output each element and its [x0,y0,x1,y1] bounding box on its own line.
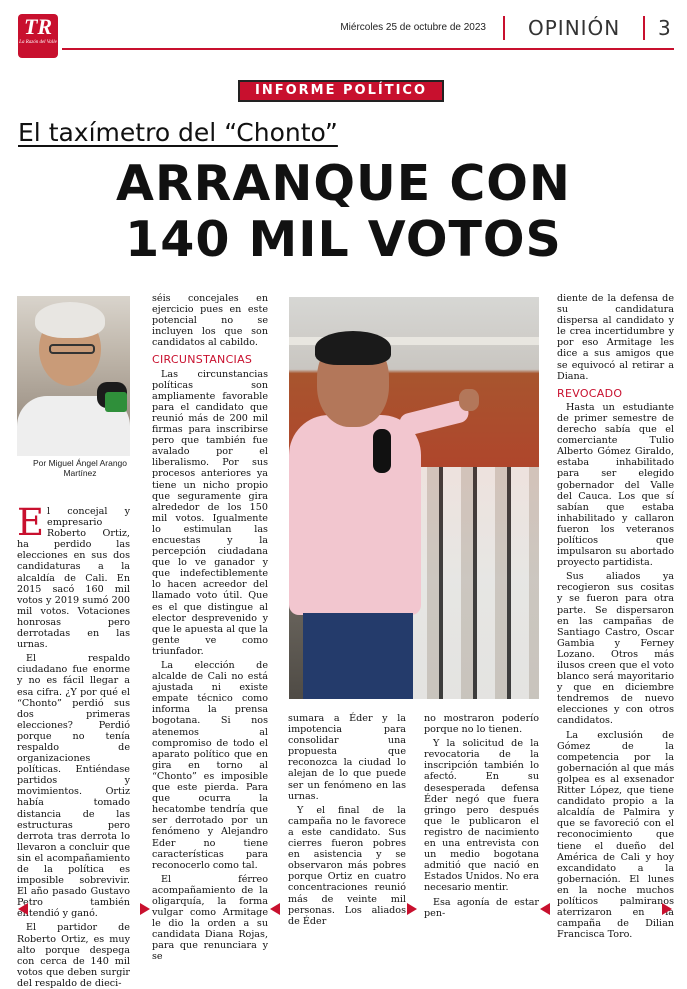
paragraph: El partidor de Roberto Ortiz, es muy alto porque despega con cerca de 140 mil votos que deben surgir del respaldo de dieci- [17,922,130,989]
column-kicker: El taxímetro del “Chonto” [18,118,338,147]
text-column-5 [557,293,674,941]
paragraph: no mostraron poderío porque no lo tienen. [424,713,539,736]
section-title: OPINIÓN [528,16,621,40]
issue-date: Miércoles 25 de octubre de 2023 [340,22,486,33]
paragraph: El respaldo ciudadano fue enorme y no es fácil llegar a esa cifra. ¿Y por qué el “Chonto” perdió sus dos primeras elecciones? Perdió porque no tenía respaldo de organizaciones políticas. Entiéndase partidos y movimientos. Ortiz había tomado distancia de las estructuras pero derrota tras derrota lo llevaron a concluir que sin el acompañamiento de la política es imposible sobrevivir. El año pasado Gustavo Petro también entendió y ganó. [17,653,130,920]
subheading: REVOCADO [557,386,623,400]
page-number: 3 [658,16,671,40]
arrow-right-icon [407,903,417,915]
campaign-photo [289,297,539,699]
section-badge: INFORME POLÍTICO [238,80,444,102]
text-column-3 [288,713,406,927]
arrow-right-icon [140,903,150,915]
headline-line-2: 140 MIL VOTOS [125,211,562,268]
paragraph: Hasta un estudiante de primer semestre de derecho sabía que el comerciante Tulio Alberto Gómez Giraldo, estaba inhabilitado para ser elegido gobernador del Valle del Cauca. Los que sí sabían que estaba inhabilitado y callaron fueron los veteranos políticos que impulsaron su abortado proyecto partidista. [557,401,674,569]
headline [0,156,687,268]
paragraph: El concejal y empresario Roberto Ortiz, ha perdido las elecciones en sus dos candidaturas a la alcaldía de Cali. En 2015 sacó 160 mil votos y 2019 sumó 200 mil votos. Votaciones honrosas pero derrotadas en las urnas. [17,501,130,651]
byline: Por Miguel Ángel Arango Martínez [32,458,128,478]
paragraph: Y la solicitud de la revocatoria de la inscripción también lo afectó. En su desesperada defensa Éder negó que fuera gringo pero después que le publicaron el registro de nacimiento en una entrevista con un medio bogotana admitió que nació en Estados Unidos. No era necesario mentir. [424,738,539,894]
text-column-2 [152,293,268,963]
author-photo [17,296,130,450]
text-column-1 [17,501,130,989]
paragraph: Sus aliados ya recogieron sus cositas y se fueron para otra parte. Se dispersaron en las campañas de Santiago Castro, Oscar Gambia y Ferney Lozano. Otros más ilusos creen que el voto blanco será mayoritario y que en diciembre tendremos de nuevo elecciones y con otros candidatos. [557,571,674,727]
paragraph: Esa agonía de estar pen- [424,896,539,919]
headline-line-1: ARRANQUE CON [116,155,571,212]
paragraph: diente de la defensa de su candidatura dispersa al candidato y le crea incertidumbre y por eso Armitage les dice a sus amigos que se equivocó al retirar a Diana. [557,293,674,382]
arrow-left-icon [18,903,28,915]
newspaper-logo [18,14,58,58]
subheading: CIRCUNSTANCIAS [152,353,253,367]
header-divider [643,16,645,40]
logo-mark: TR [23,14,53,39]
paragraph: Y el final de la campaña no le favorece a este candidato. Sus cierres fueron pobres en asistencia y se observaron más pobres porque Ortiz en cuatro concentraciones reunió más de veinte mil personas. Los aliados de Éder [288,804,406,927]
header-divider [503,16,505,40]
text-column-4 [424,713,539,919]
paragraph: sumara a Éder y la impotencia para consolidar una propuesta que reconozca la ciudad lo alejan de lo que puede ser un fenómeno en las urnas. [288,713,406,802]
arrow-right-icon [662,903,672,915]
paragraph: La exclusión de Gómez de la competencia por la gobernación al que más golpea es al exsenador Ritter López, que tiene candidato propio a la alcaldía de Palmira y que se favoreció con el reconocimiento que tiene el dueño del América de Cali y hoy excandidato a la gobernación. El lunes en la noche muchos políticos palmiranos aterrizaron en la campaña de Dilian Francisca Toro. [557,729,674,941]
paragraph: Las circunstancias políticas son ampliamente favorable para el candidato que reunió más de 200 mil firmas para inscribirse pero que también fue avalado por el liberalismo. Por sus procesos anteriores ya tiene un nicho propio que seguramente gira alrededor de los 150 mil votos. Igualmente lo estimulan las encuestas y la percepción ciudadana que lo ve ganador y que indefectiblemente lo hacen acreedor del llamado voto útil. Que es el que distingue al elector desprevenido y que le apuesta al que la gente ve como triunfador. [152,368,268,657]
paragraph: séis concejales en ejercicio pues en este potencial no se incluyen los que son candidatos al cabildo. [152,293,268,349]
drop-cap: E [17,501,45,544]
arrow-left-icon [540,903,550,915]
paragraph: El férreo acompañamiento de la oligarquía, la forma vulgar como Armitage le dio la orden a su candidata Diana Rojas, para que renunciara y se [152,873,268,963]
paragraph: La elección de alcalde de Cali no está ajustada ni existe empate técnico como informa la prensa bogotana. Si nos atenemos al compromiso de todo el aparato político que en gira en torno al “Chonto” es imposible que este pierda. Para que ocurra la hecatombe tendría que ser derrotado por un fenómeno y Alejandro Eder no tiene características para reconocerlo como tal. [152,660,268,871]
header-rule [62,48,674,50]
arrow-left-icon [270,903,280,915]
logo-tagline: La Razón del Valle [19,40,57,45]
